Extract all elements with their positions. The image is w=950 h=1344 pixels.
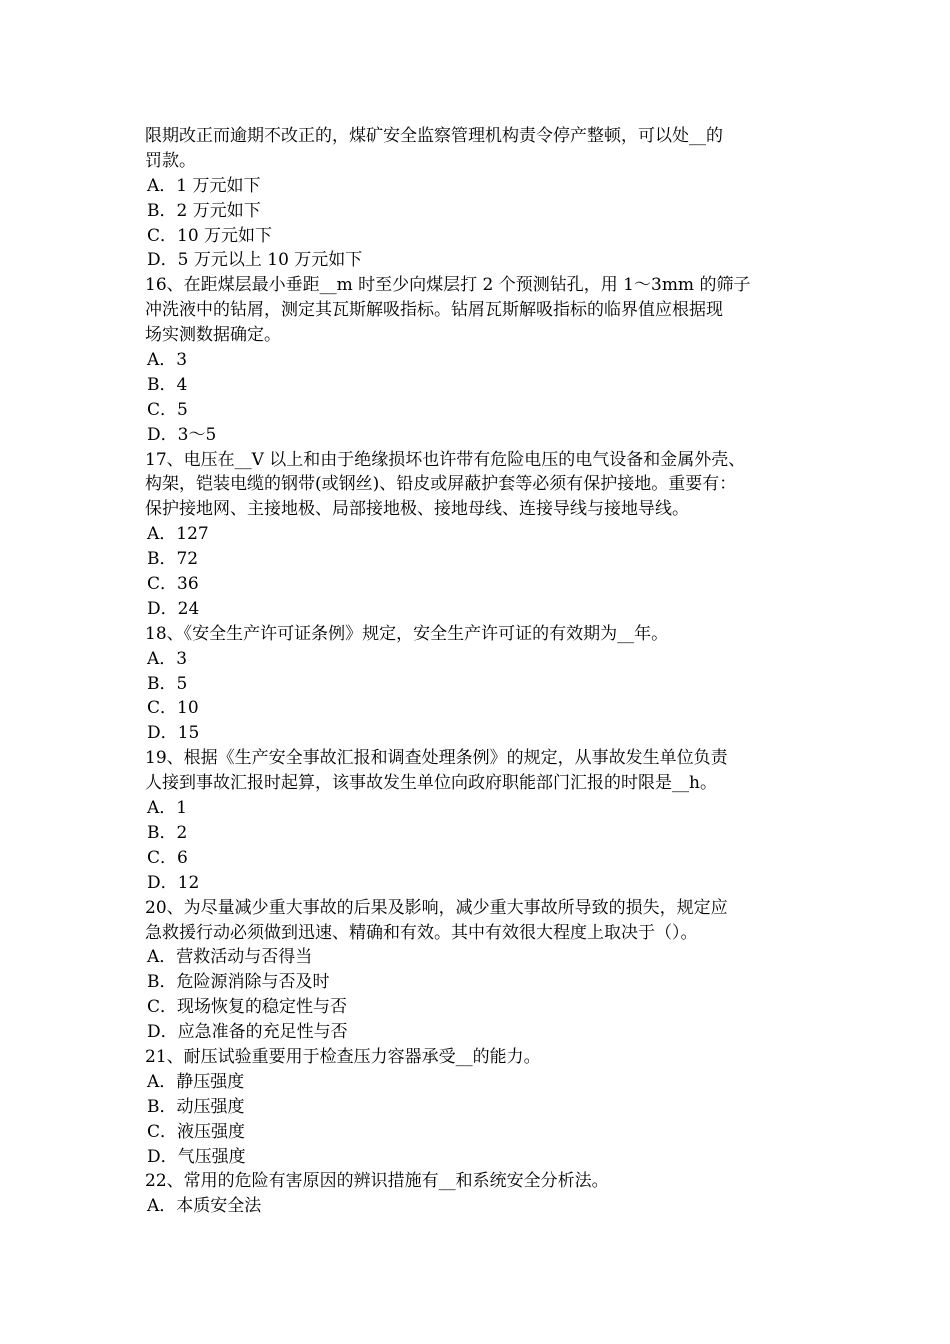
- question-17-option-c: C．36: [147, 574, 199, 595]
- question-15-text-line-1: 限期改正而逾期不改正的，煤矿安全监察管理机构责令停产整顿，可以处__的: [145, 126, 723, 146]
- question-18-option-c: C．10: [147, 698, 199, 719]
- question-19-option-c: C．6: [147, 847, 188, 868]
- question-19-option-a: A．1: [147, 798, 188, 819]
- question-17-text-line-1: 17、电压在__V 以上和由于绝缘损坏也许带有危险电压的电气设备和金属外壳、: [145, 449, 746, 470]
- question-22-option-a: A．本质安全法: [147, 1196, 262, 1217]
- question-20-text-line-2: 急救援行动必须做到迅速、精确和有效。其中有效很大程度上取决于（）。: [145, 922, 698, 943]
- question-22-text: 22、常用的危险有害原因的辨识措施有__和系统安全分析法。: [145, 1171, 609, 1192]
- question-15-text-line-2: 罚款。: [145, 150, 196, 171]
- question-15-option-a: A．1 万元如下: [147, 175, 261, 196]
- question-18-text: 18、《安全生产许可证条例》规定，安全生产许可证的有效期为__年。: [145, 623, 669, 644]
- question-21-option-a: A．静压强度: [147, 1071, 245, 1092]
- question-21-option-d: D．气压强度: [147, 1146, 246, 1167]
- question-17-option-d: D．24: [147, 598, 200, 619]
- question-15-option-c: C．10 万元如下: [147, 225, 273, 246]
- question-16-option-b: B．4: [147, 374, 188, 395]
- question-15-option-d: D．5 万元以上 10 万元如下: [147, 250, 363, 271]
- question-19-option-b: B．2: [147, 822, 188, 843]
- question-19-text-line-1: 19、根据《生产安全事故汇报和调查处理条例》的规定，从事故发生单位负责: [145, 748, 728, 769]
- question-19-option-d: D．12: [147, 872, 200, 893]
- question-20-option-b: B．危险源消除与否及时: [147, 972, 330, 993]
- question-17-text-line-3: 保护接地网、主接地极、局部接地极、接地母线、连接导线与接地导线。: [145, 499, 689, 520]
- document-page: [145, 124, 825, 1219]
- question-19-text-line-2: 人接到事故汇报时起算，该事故发生单位向政府职能部门汇报的时限是__h。: [145, 773, 717, 794]
- question-16-text-line-1: 16、在距煤层最小垂距__m 时至少向煤层打 2 个预测钻孔，用 1～3mm 的筛子: [145, 275, 751, 296]
- question-18-option-b: B．5: [147, 673, 188, 694]
- question-15-option-b: B．2 万元如下: [147, 200, 261, 221]
- question-21-text: 21、耐压试验重要用于检查压力容器承受__的能力。: [145, 1046, 541, 1067]
- question-17-option-b: B．72: [147, 549, 199, 570]
- question-16-text-line-3: 场实测数据确定。: [145, 325, 281, 346]
- question-16-option-a: A．3: [147, 350, 188, 371]
- question-17-option-a: A．127: [147, 524, 209, 545]
- question-20-text-line-1: 20、为尽量减少重大事故的后果及影响，减少重大事故所导致的损失，规定应: [145, 897, 728, 918]
- question-18-option-a: A．3: [147, 648, 188, 669]
- question-20-option-d: D．应急准备的充足性与否: [147, 1022, 348, 1043]
- question-18-option-d: D．15: [147, 723, 200, 744]
- question-17-text-line-2: 构架，铠装电缆的钢带(或钢丝)、铅皮或屏蔽护套等必须有保护接地。重要有：: [145, 474, 737, 495]
- question-20-option-c: C．现场恢复的稳定性与否: [147, 997, 348, 1018]
- question-16-option-c: C．5: [147, 399, 188, 420]
- question-16-option-d: D．3～5: [147, 424, 217, 445]
- question-20-option-a: A．营救活动与否得当: [147, 947, 313, 968]
- question-21-option-b: B．动压强度: [147, 1096, 245, 1117]
- question-16-text-line-2: 冲洗液中的钻屑，测定其瓦斯解吸指标。钻屑瓦斯解吸指标的临界值应根据现: [145, 300, 723, 321]
- question-21-option-c: C．液压强度: [147, 1121, 246, 1142]
